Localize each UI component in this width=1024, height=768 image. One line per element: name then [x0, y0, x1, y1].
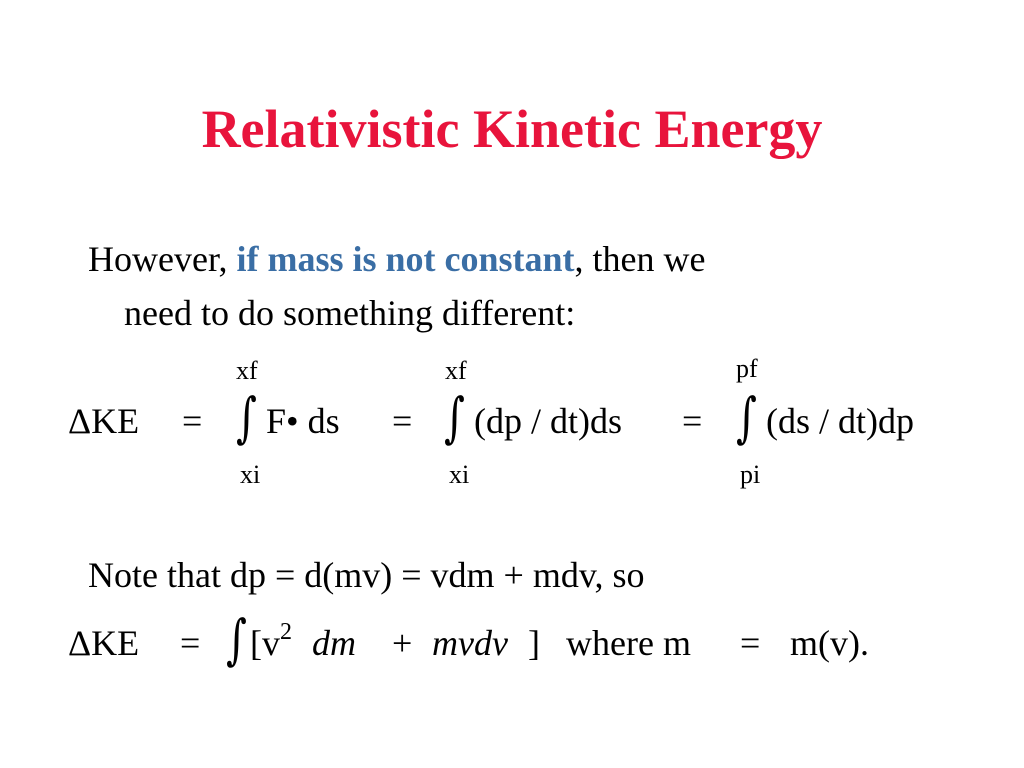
eq2-equals-2: = [740, 623, 761, 663]
int1-upper-limit: xf [236, 356, 258, 385]
para1-line2: need to do something different: [124, 293, 576, 333]
paragraph-however [88, 238, 706, 281]
para1-highlight: if mass is not constant [236, 239, 575, 279]
eq2-where: where m [566, 623, 691, 663]
int3-lower-limit: pi [740, 460, 761, 489]
int1-lower-limit: xi [240, 460, 261, 489]
eq2-lhs: ΔKE [68, 623, 140, 663]
slide-title: Relativistic Kinetic Energy [201, 99, 823, 159]
eq1-lhs: ΔKE [68, 401, 140, 441]
eq1-term3: (ds / dt)dp [766, 401, 914, 441]
eq2-mvdv: mvdv [432, 623, 508, 663]
eq2-equals-1: = [180, 623, 201, 663]
equation-ke-integral [68, 400, 139, 443]
integral-sign-1: ∫ [236, 387, 257, 450]
eq2-close: ] [528, 623, 540, 663]
integral-sign-3: ∫ [736, 387, 757, 450]
integral-sign-2: ∫ [444, 387, 465, 450]
int2-upper-limit: xf [445, 356, 467, 385]
int2-lower-limit: xi [449, 460, 470, 489]
eq2-exponent: 2 [280, 619, 292, 645]
eq2-open: [v [250, 623, 280, 663]
eq2-rhs: m(v). [790, 623, 869, 663]
eq2-plus: + [392, 623, 413, 663]
para1-prefix: However, [88, 239, 237, 279]
paragraph-note: Note that dp = d(mv) = vdm + mdv, so [88, 555, 645, 595]
equation-ke-variable-mass [250, 619, 292, 665]
para1-suffix: , then we [574, 239, 706, 279]
eq1-equals-1: = [182, 401, 203, 441]
eq1-equals-3: = [682, 401, 703, 441]
eq2-dm: dm [312, 623, 356, 663]
integral-sign-4: ∫ [226, 609, 247, 672]
int3-upper-limit: pf [736, 354, 758, 383]
eq1-equals-2: = [392, 401, 413, 441]
eq1-term1: F• ds [266, 401, 340, 441]
eq1-term2: (dp / dt)ds [474, 401, 622, 441]
